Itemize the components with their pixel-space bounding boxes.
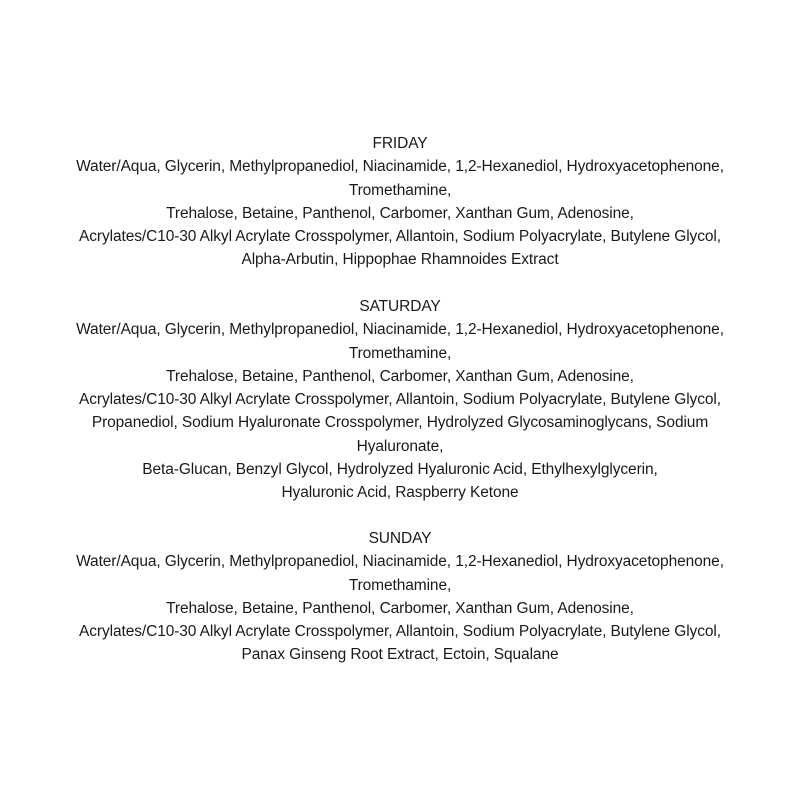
ingredient-line: Trehalose, Betaine, Panthenol, Carbomer, Xanthan Gum, Adenosine, [166,599,634,617]
ingredient-line: Acrylates/C10-30 Alkyl Acrylate Crosspolymer, Allantoin, Sodium Polyacrylate, Butylene Glycol, [79,391,721,409]
section-heading: SATURDAY [359,298,441,315]
ingredient-line: Alpha-Arbutin, Hippophae Rhamnoides Extract [241,251,559,269]
ingredient-line: Trehalose, Betaine, Panthenol, Carbomer, Xanthan Gum, Adenosine, [166,204,634,222]
ingredient-line: Propanediol, Sodium Hyaluronate Crosspolymer, Hydrolyzed Glycosaminoglycans, Sodium [91,414,709,432]
ingredient-line: Hyaluronate, [356,437,444,455]
ingredient-line: Water/Aqua, Glycerin, Methylpropanediol, Niacinamide, 1,2-Hexanediol, Hydroxyacetophenone, [76,553,724,571]
ingredient-line: Water/Aqua, Glycerin, Methylpropanediol, Niacinamide, 1,2-Hexanediol, Hydroxyacetophenone, [76,158,724,176]
section-heading: FRIDAY [372,135,428,152]
sunday-ingredients-section [0,527,800,667]
ingredient-line: Acrylates/C10-30 Alkyl Acrylate Crosspolymer, Allantoin, Sodium Polyacrylate, Butylene Glycol, [79,228,721,246]
ingredient-line: Water/Aqua, Glycerin, Methylpropanediol, Niacinamide, 1,2-Hexanediol, Hydroxyacetophenone, [76,321,724,339]
ingredient-line: Tromethamine, [348,344,452,362]
saturday-ingredients-section [0,295,800,505]
friday-ingredients-section [0,132,800,272]
ingredient-line: Acrylates/C10-30 Alkyl Acrylate Crosspolymer, Allantoin, Sodium Polyacrylate, Butylene Glycol, [79,623,721,641]
ingredient-line: Trehalose, Betaine, Panthenol, Carbomer, Xanthan Gum, Adenosine, [166,367,634,385]
ingredient-line: Tromethamine, [348,181,452,199]
ingredient-line: Beta-Glucan, Benzyl Glycol, Hydrolyzed Hyaluronic Acid, Ethylhexylglycerin, [142,461,658,479]
ingredient-line: Panax Ginseng Root Extract, Ectoin, Squalane [241,646,559,664]
ingredient-line: Hyaluronic Acid, Raspberry Ketone [281,484,519,502]
section-heading: SUNDAY [368,530,432,547]
ingredient-line: Tromethamine, [348,576,452,594]
